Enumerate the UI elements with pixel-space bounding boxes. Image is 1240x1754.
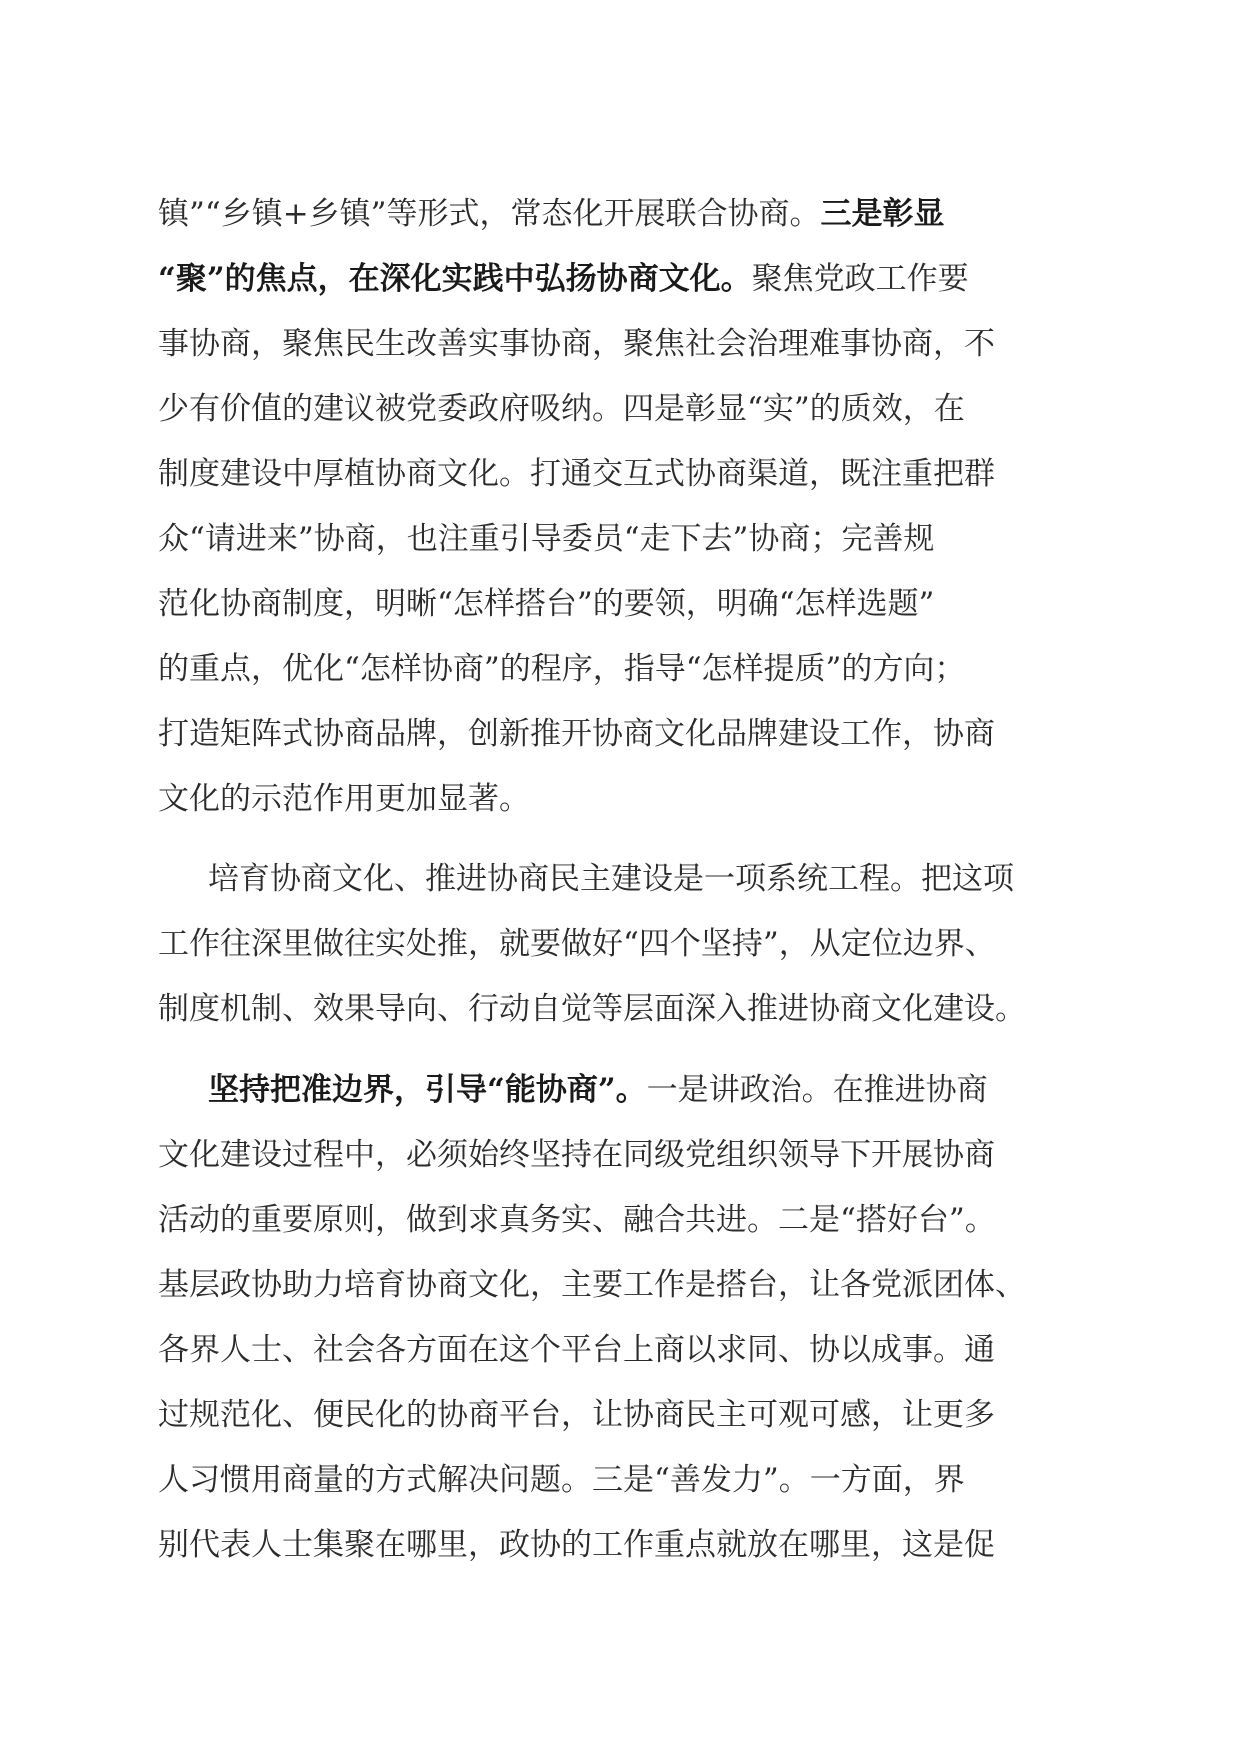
text-line: 制度建设中厚植协商文化。打通交互式协商渠道，既注重把群 [158,456,995,492]
paragraph-2 [158,847,1078,1042]
text-line [158,1058,1078,1123]
text-line: 制度机制、效果导向、行动自觉等层面深入推进协商文化建设。 [158,991,1026,1027]
paragraph-3 [158,1058,1078,1578]
text-line [158,247,1078,312]
bold-heading-run: “聚”的焦点，在深化实践中弘扬协商文化。 [158,261,752,297]
text-line: 范化协商制度，明晰“怎样搭台”的要领，明确“怎样选题” [158,586,935,622]
text-run: 一是讲政治。在推进协商 [646,1072,988,1108]
text-line: 过规范化、便民化的协商平台，让协商民主可观可感，让更多 [158,1397,995,1433]
text-line: 众“请进来”协商，也注重引导委员“走下去”协商；完善规 [158,521,935,557]
text-line: 活动的重要原则，做到求真务实、融合共进。二是“搭好台”。 [158,1202,996,1238]
text-line: 培育协商文化、推进协商民主建设是一项系统工程。把这项 [208,861,1014,897]
text-line: 事协商，聚焦民生改善实事协商，聚焦社会治理难事协商，不 [158,326,995,362]
text-line: 打造矩阵式协商品牌，创新推开协商文化品牌建设工作，协商 [158,716,995,752]
text-line: 工作往深里做往实处推，就要做好“四个坚持”，从定位边界、 [158,926,996,962]
text-line: 少有价值的建议被党委政府吸纳。四是彰显“实”的质效，在 [158,391,965,427]
text-line: 文化建设过程中，必须始终坚持在同级党组织领导下开展协商 [158,1137,995,1173]
text-run: 镇”“乡镇+乡镇”等形式，常态化开展联合协商。 [158,196,821,232]
text-line [158,182,1078,247]
paragraph-1 [158,182,1078,832]
text-line: 各界人士、社会各方面在这个平台上商以求同、协以成事。通 [158,1332,995,1368]
text-run: 聚焦党政工作要 [751,261,969,297]
bold-heading-run: 坚持把准边界，引导“能协商”。 [208,1072,647,1108]
text-line: 的重点，优化“怎样协商”的程序，指导“怎样提质”的方向； [158,651,966,687]
text-line: 人习惯用商量的方式解决问题。三是“善发力”。一方面，界 [158,1462,965,1498]
text-line: 基层政协助力培育协商文化，主要工作是搭台，让各党派团体、 [158,1267,1026,1303]
text-line: 文化的示范作用更加显著。 [158,781,530,817]
text-line: 别代表人士集聚在哪里，政协的工作重点就放在哪里，这是促 [158,1527,995,1563]
bold-heading-run: 三是彰显 [820,196,945,232]
